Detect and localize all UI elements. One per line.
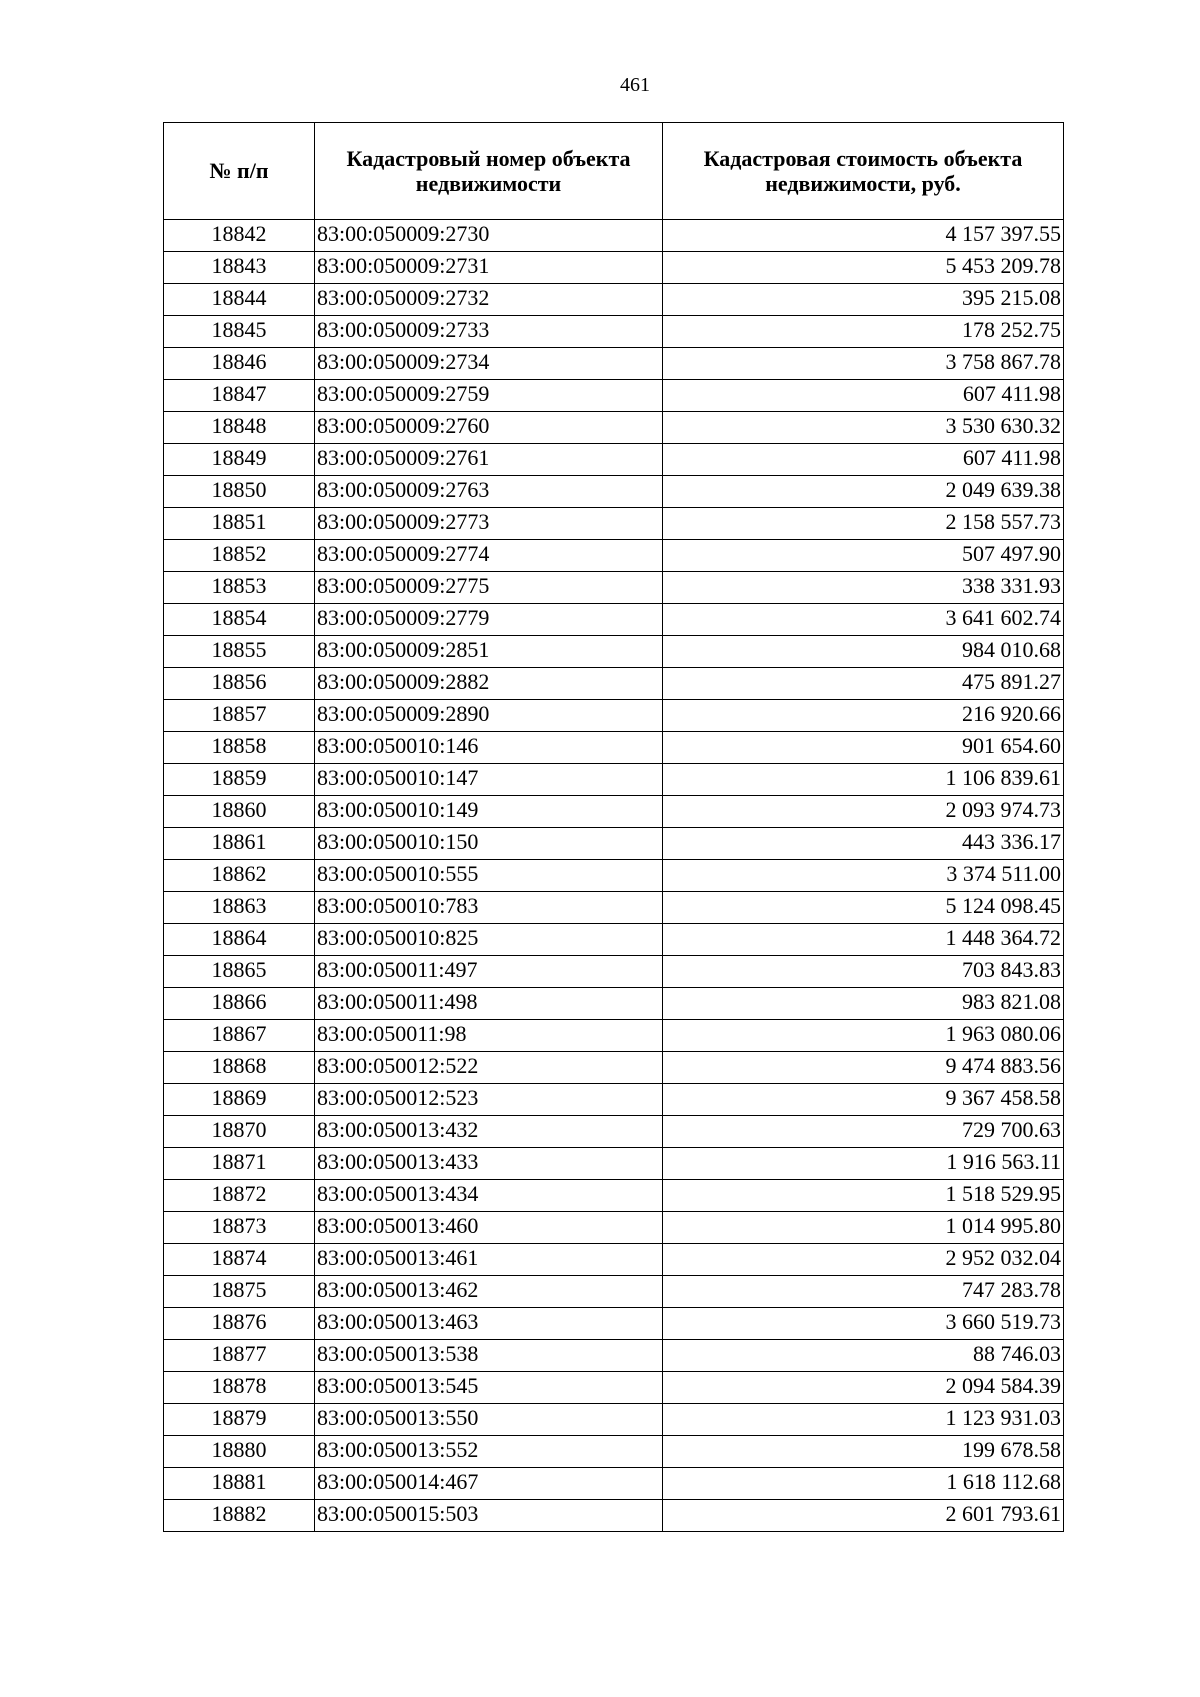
cadastral-number-cell: 83:00:050013:461: [315, 1244, 663, 1276]
cadastral-value-cell: 199 678.58: [663, 1436, 1064, 1468]
table-row: [164, 988, 1064, 1020]
cadastral-number-cell: 83:00:050009:2733: [315, 316, 663, 348]
table-row: [164, 1468, 1064, 1500]
row-number-cell: 18879: [164, 1404, 315, 1436]
cadastral-value-cell: 216 920.66: [663, 700, 1064, 732]
cadastral-value-table: [163, 122, 1064, 1532]
table-row: [164, 508, 1064, 540]
cadastral-number-cell: 83:00:050012:522: [315, 1052, 663, 1084]
cadastral-value-cell: 1 448 364.72: [663, 924, 1064, 956]
cadastral-number-cell: 83:00:050014:467: [315, 1468, 663, 1500]
table-header-row: [164, 123, 1064, 220]
cadastral-value-cell: 3 660 519.73: [663, 1308, 1064, 1340]
table-row: [164, 1340, 1064, 1372]
row-number-cell: 18857: [164, 700, 315, 732]
cadastral-value-cell: 178 252.75: [663, 316, 1064, 348]
cadastral-value-cell: 3 530 630.32: [663, 412, 1064, 444]
row-number-cell: 18855: [164, 636, 315, 668]
row-number-cell: 18875: [164, 1276, 315, 1308]
cadastral-number-cell: 83:00:050011:497: [315, 956, 663, 988]
header-row-number: № п/п: [164, 123, 315, 220]
header-cadastral-number: Кадастровый номер объекта недвижимости: [315, 123, 663, 220]
table-row: [164, 476, 1064, 508]
row-number-cell: 18873: [164, 1212, 315, 1244]
cadastral-value-cell: 2 952 032.04: [663, 1244, 1064, 1276]
cadastral-number-cell: 83:00:050010:147: [315, 764, 663, 796]
cadastral-number-cell: 83:00:050009:2761: [315, 444, 663, 476]
table-body: [164, 220, 1064, 1532]
cadastral-value-cell: 729 700.63: [663, 1116, 1064, 1148]
row-number-cell: 18862: [164, 860, 315, 892]
table-row: [164, 668, 1064, 700]
cadastral-value-cell: 703 843.83: [663, 956, 1064, 988]
row-number-cell: 18850: [164, 476, 315, 508]
cadastral-number-cell: 83:00:050012:523: [315, 1084, 663, 1116]
cadastral-value-cell: 1 916 563.11: [663, 1148, 1064, 1180]
cadastral-value-cell: 747 283.78: [663, 1276, 1064, 1308]
table-row: [164, 956, 1064, 988]
cadastral-value-cell: 607 411.98: [663, 380, 1064, 412]
row-number-cell: 18861: [164, 828, 315, 860]
row-number-cell: 18874: [164, 1244, 315, 1276]
cadastral-number-cell: 83:00:050013:545: [315, 1372, 663, 1404]
page-number: 461: [620, 74, 650, 96]
table-row: [164, 1372, 1064, 1404]
table-row: [164, 1020, 1064, 1052]
cadastral-number-cell: 83:00:050009:2851: [315, 636, 663, 668]
table-row: [164, 1404, 1064, 1436]
cadastral-value-cell: 1 123 931.03: [663, 1404, 1064, 1436]
table-row: [164, 764, 1064, 796]
table-row: [164, 1500, 1064, 1532]
cadastral-value-cell: 5 124 098.45: [663, 892, 1064, 924]
row-number-cell: 18872: [164, 1180, 315, 1212]
cadastral-number-cell: 83:00:050010:825: [315, 924, 663, 956]
header-cadastral-value: Кадастровая стоимость объекта недвижимости, руб.: [663, 123, 1064, 220]
cadastral-number-cell: 83:00:050010:149: [315, 796, 663, 828]
cadastral-value-cell: 9 474 883.56: [663, 1052, 1064, 1084]
cadastral-value-cell: 5 453 209.78: [663, 252, 1064, 284]
cadastral-value-cell: 3 758 867.78: [663, 348, 1064, 380]
table-row: [164, 572, 1064, 604]
row-number-cell: 18878: [164, 1372, 315, 1404]
cadastral-number-cell: 83:00:050013:432: [315, 1116, 663, 1148]
table-row: [164, 316, 1064, 348]
cadastral-value-cell: 88 746.03: [663, 1340, 1064, 1372]
cadastral-number-cell: 83:00:050013:552: [315, 1436, 663, 1468]
row-number-cell: 18859: [164, 764, 315, 796]
table-row: [164, 604, 1064, 636]
table-row: [164, 1244, 1064, 1276]
cadastral-value-cell: 1 014 995.80: [663, 1212, 1064, 1244]
table-row: [164, 700, 1064, 732]
cadastral-value-cell: 1 518 529.95: [663, 1180, 1064, 1212]
cadastral-value-cell: 3 641 602.74: [663, 604, 1064, 636]
cadastral-number-cell: 83:00:050010:146: [315, 732, 663, 764]
table-row: [164, 1180, 1064, 1212]
cadastral-number-cell: 83:00:050009:2779: [315, 604, 663, 636]
table-row: [164, 348, 1064, 380]
table-row: [164, 636, 1064, 668]
table-row: [164, 444, 1064, 476]
row-number-cell: 18865: [164, 956, 315, 988]
cadastral-number-cell: 83:00:050009:2775: [315, 572, 663, 604]
table-row: [164, 380, 1064, 412]
table-row: [164, 924, 1064, 956]
table-row: [164, 860, 1064, 892]
table-row: [164, 252, 1064, 284]
cadastral-value-cell: 1 106 839.61: [663, 764, 1064, 796]
row-number-cell: 18845: [164, 316, 315, 348]
cadastral-value-cell: 3 374 511.00: [663, 860, 1064, 892]
table-row: [164, 1308, 1064, 1340]
cadastral-number-cell: 83:00:050013:462: [315, 1276, 663, 1308]
cadastral-number-cell: 83:00:050009:2882: [315, 668, 663, 700]
cadastral-value-cell: 395 215.08: [663, 284, 1064, 316]
row-number-cell: 18844: [164, 284, 315, 316]
cadastral-value-cell: 2 158 557.73: [663, 508, 1064, 540]
row-number-cell: 18851: [164, 508, 315, 540]
row-number-cell: 18849: [164, 444, 315, 476]
cadastral-value-cell: 507 497.90: [663, 540, 1064, 572]
cadastral-number-cell: 83:00:050011:498: [315, 988, 663, 1020]
cadastral-number-cell: 83:00:050009:2890: [315, 700, 663, 732]
cadastral-number-cell: 83:00:050010:150: [315, 828, 663, 860]
table-row: [164, 1148, 1064, 1180]
cadastral-number-cell: 83:00:050009:2731: [315, 252, 663, 284]
row-number-cell: 18876: [164, 1308, 315, 1340]
row-number-cell: 18870: [164, 1116, 315, 1148]
row-number-cell: 18877: [164, 1340, 315, 1372]
cadastral-number-cell: 83:00:050009:2734: [315, 348, 663, 380]
row-number-cell: 18853: [164, 572, 315, 604]
row-number-cell: 18863: [164, 892, 315, 924]
row-number-cell: 18880: [164, 1436, 315, 1468]
cadastral-number-cell: 83:00:050013:460: [315, 1212, 663, 1244]
table-row: [164, 540, 1064, 572]
table-row: [164, 732, 1064, 764]
row-number-cell: 18871: [164, 1148, 315, 1180]
row-number-cell: 18852: [164, 540, 315, 572]
cadastral-value-cell: 1 618 112.68: [663, 1468, 1064, 1500]
table-row: [164, 1436, 1064, 1468]
cadastral-value-cell: 9 367 458.58: [663, 1084, 1064, 1116]
row-number-cell: 18868: [164, 1052, 315, 1084]
table-row: [164, 1276, 1064, 1308]
cadastral-value-cell: 607 411.98: [663, 444, 1064, 476]
row-number-cell: 18846: [164, 348, 315, 380]
cadastral-value-cell: 984 010.68: [663, 636, 1064, 668]
cadastral-value-cell: 2 093 974.73: [663, 796, 1064, 828]
row-number-cell: 18864: [164, 924, 315, 956]
cadastral-number-cell: 83:00:050013:538: [315, 1340, 663, 1372]
cadastral-number-cell: 83:00:050013:433: [315, 1148, 663, 1180]
row-number-cell: 18866: [164, 988, 315, 1020]
row-number-cell: 18842: [164, 220, 315, 252]
cadastral-number-cell: 83:00:050015:503: [315, 1500, 663, 1532]
cadastral-value-cell: 2 049 639.38: [663, 476, 1064, 508]
cadastral-number-cell: 83:00:050013:550: [315, 1404, 663, 1436]
cadastral-number-cell: 83:00:050010:783: [315, 892, 663, 924]
cadastral-number-cell: 83:00:050009:2759: [315, 380, 663, 412]
row-number-cell: 18881: [164, 1468, 315, 1500]
row-number-cell: 18848: [164, 412, 315, 444]
cadastral-value-cell: 1 963 080.06: [663, 1020, 1064, 1052]
cadastral-number-cell: 83:00:050009:2763: [315, 476, 663, 508]
row-number-cell: 18882: [164, 1500, 315, 1532]
table-row: [164, 1116, 1064, 1148]
cadastral-number-cell: 83:00:050009:2732: [315, 284, 663, 316]
table-row: [164, 1212, 1064, 1244]
row-number-cell: 18867: [164, 1020, 315, 1052]
table-row: [164, 892, 1064, 924]
cadastral-value-cell: 475 891.27: [663, 668, 1064, 700]
cadastral-value-cell: 338 331.93: [663, 572, 1064, 604]
cadastral-value-cell: 443 336.17: [663, 828, 1064, 860]
table-row: [164, 284, 1064, 316]
row-number-cell: 18856: [164, 668, 315, 700]
cadastral-number-cell: 83:00:050009:2730: [315, 220, 663, 252]
row-number-cell: 18860: [164, 796, 315, 828]
cadastral-value-cell: 983 821.08: [663, 988, 1064, 1020]
table-row: [164, 412, 1064, 444]
cadastral-number-cell: 83:00:050013:434: [315, 1180, 663, 1212]
cadastral-number-cell: 83:00:050013:463: [315, 1308, 663, 1340]
cadastral-number-cell: 83:00:050009:2773: [315, 508, 663, 540]
table-row: [164, 796, 1064, 828]
cadastral-number-cell: 83:00:050011:98: [315, 1020, 663, 1052]
cadastral-value-cell: 901 654.60: [663, 732, 1064, 764]
cadastral-value-cell: 2 094 584.39: [663, 1372, 1064, 1404]
cadastral-value-cell: 2 601 793.61: [663, 1500, 1064, 1532]
row-number-cell: 18869: [164, 1084, 315, 1116]
cadastral-value-cell: 4 157 397.55: [663, 220, 1064, 252]
cadastral-number-cell: 83:00:050009:2774: [315, 540, 663, 572]
row-number-cell: 18858: [164, 732, 315, 764]
table-row: [164, 220, 1064, 252]
cadastral-number-cell: 83:00:050009:2760: [315, 412, 663, 444]
row-number-cell: 18843: [164, 252, 315, 284]
table-row: [164, 1084, 1064, 1116]
row-number-cell: 18847: [164, 380, 315, 412]
table-row: [164, 1052, 1064, 1084]
row-number-cell: 18854: [164, 604, 315, 636]
table-row: [164, 828, 1064, 860]
cadastral-number-cell: 83:00:050010:555: [315, 860, 663, 892]
